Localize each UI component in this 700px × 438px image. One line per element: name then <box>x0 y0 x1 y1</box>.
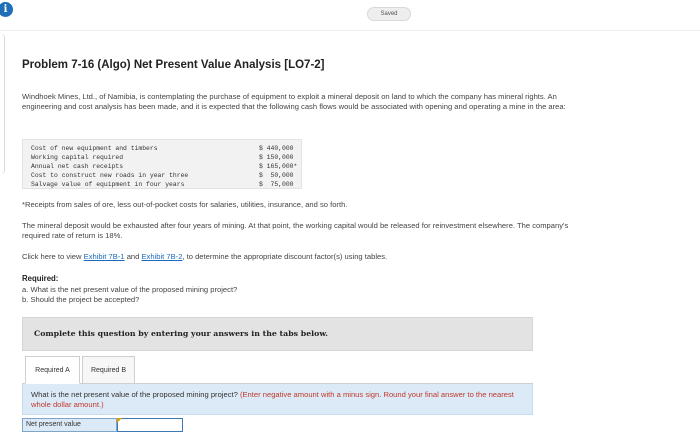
problem-title: Problem 7-16 (Algo) Net Present Value Analysis [LO7-2] <box>22 59 325 71</box>
cash-flow-label: Salvage value of equipment in four years <box>31 181 185 188</box>
tab-required-b[interactable]: Required B <box>82 356 135 384</box>
tab-required-a[interactable]: Required A <box>25 356 80 384</box>
header-divider <box>0 30 700 31</box>
cash-flow-label: Annual net cash receipts <box>31 163 124 170</box>
input-marker-icon <box>117 418 122 423</box>
cash-flow-value: $ 440,000 <box>259 145 294 152</box>
required-heading: Required: <box>22 274 59 283</box>
cash-flow-label: Cost of new equipment and timbers <box>31 145 158 152</box>
question-main: What is the net present value of the proposed mining project? <box>31 390 238 399</box>
cash-flow-table <box>22 139 302 189</box>
required-list <box>22 285 237 305</box>
side-panel-edge <box>0 34 5 174</box>
cash-flow-value: $ 150,000 <box>259 154 294 161</box>
instruction-text: Complete this question by entering your answers in the tabs below. <box>34 329 328 338</box>
problem-intro: Windhoek Mines, Ltd., of Namibia, is contemplating the purchase of equipment to exploit a mineral deposit on land to which the company has mineral rights. An engineering and cost analysis has been made, and it is expected that the following cash flows would be associated with opening and operating a mine in the area: <box>22 92 566 111</box>
table-row <box>31 145 299 154</box>
instruction-banner <box>22 317 533 351</box>
table-row <box>31 154 299 163</box>
receipts-footnote: *Receipts from sales of ore, less out-of-pocket costs for salaries, utilities, insurance, and so forth. <box>22 200 348 209</box>
exhibit-suffix: , to determine the appropriate discount factor(s) using tables. <box>182 252 388 261</box>
exhibit-and: and <box>124 252 142 261</box>
exhibit-7b-1-link[interactable]: Exhibit 7B-1 <box>83 252 125 261</box>
cash-flow-label: Working capital required <box>31 154 124 161</box>
cash-flow-label: Cost to construct new roads in year three <box>31 172 189 179</box>
info-icon[interactable]: i <box>0 2 13 17</box>
saved-status-badge: Saved <box>367 7 411 21</box>
question-hint: (Enter negative amount with a minus sign. Round your final answer to the nearest whole dollar amount.) <box>31 390 514 409</box>
exhibit-prefix: Click here to view <box>22 252 84 261</box>
table-row <box>31 181 299 190</box>
cash-flow-value: $ 165,000* <box>259 163 298 170</box>
required-b-text: b. Should the project be accepted? <box>22 295 140 304</box>
problem-paragraph-2: The mineral deposit would be exhausted after four years of mining. At that point, the working capital would be released for reinvestment elsewhere. The company's required rate of return is 18%. <box>22 221 569 240</box>
cash-flow-value: $ 50,000 <box>259 172 294 179</box>
exhibit-instructions <box>22 252 582 262</box>
exhibit-7b-2-link[interactable]: Exhibit 7B-2 <box>141 252 183 261</box>
net-present-value-label: Net present value <box>22 418 117 432</box>
required-a-text: a. What is the net present value of the proposed mining project? <box>22 285 238 294</box>
net-present-value-input[interactable] <box>117 418 183 432</box>
question-panel <box>22 384 533 415</box>
cash-flow-value: $ 75,000 <box>259 181 294 188</box>
table-row <box>31 172 299 181</box>
table-row <box>31 163 299 172</box>
question-text <box>31 390 521 410</box>
